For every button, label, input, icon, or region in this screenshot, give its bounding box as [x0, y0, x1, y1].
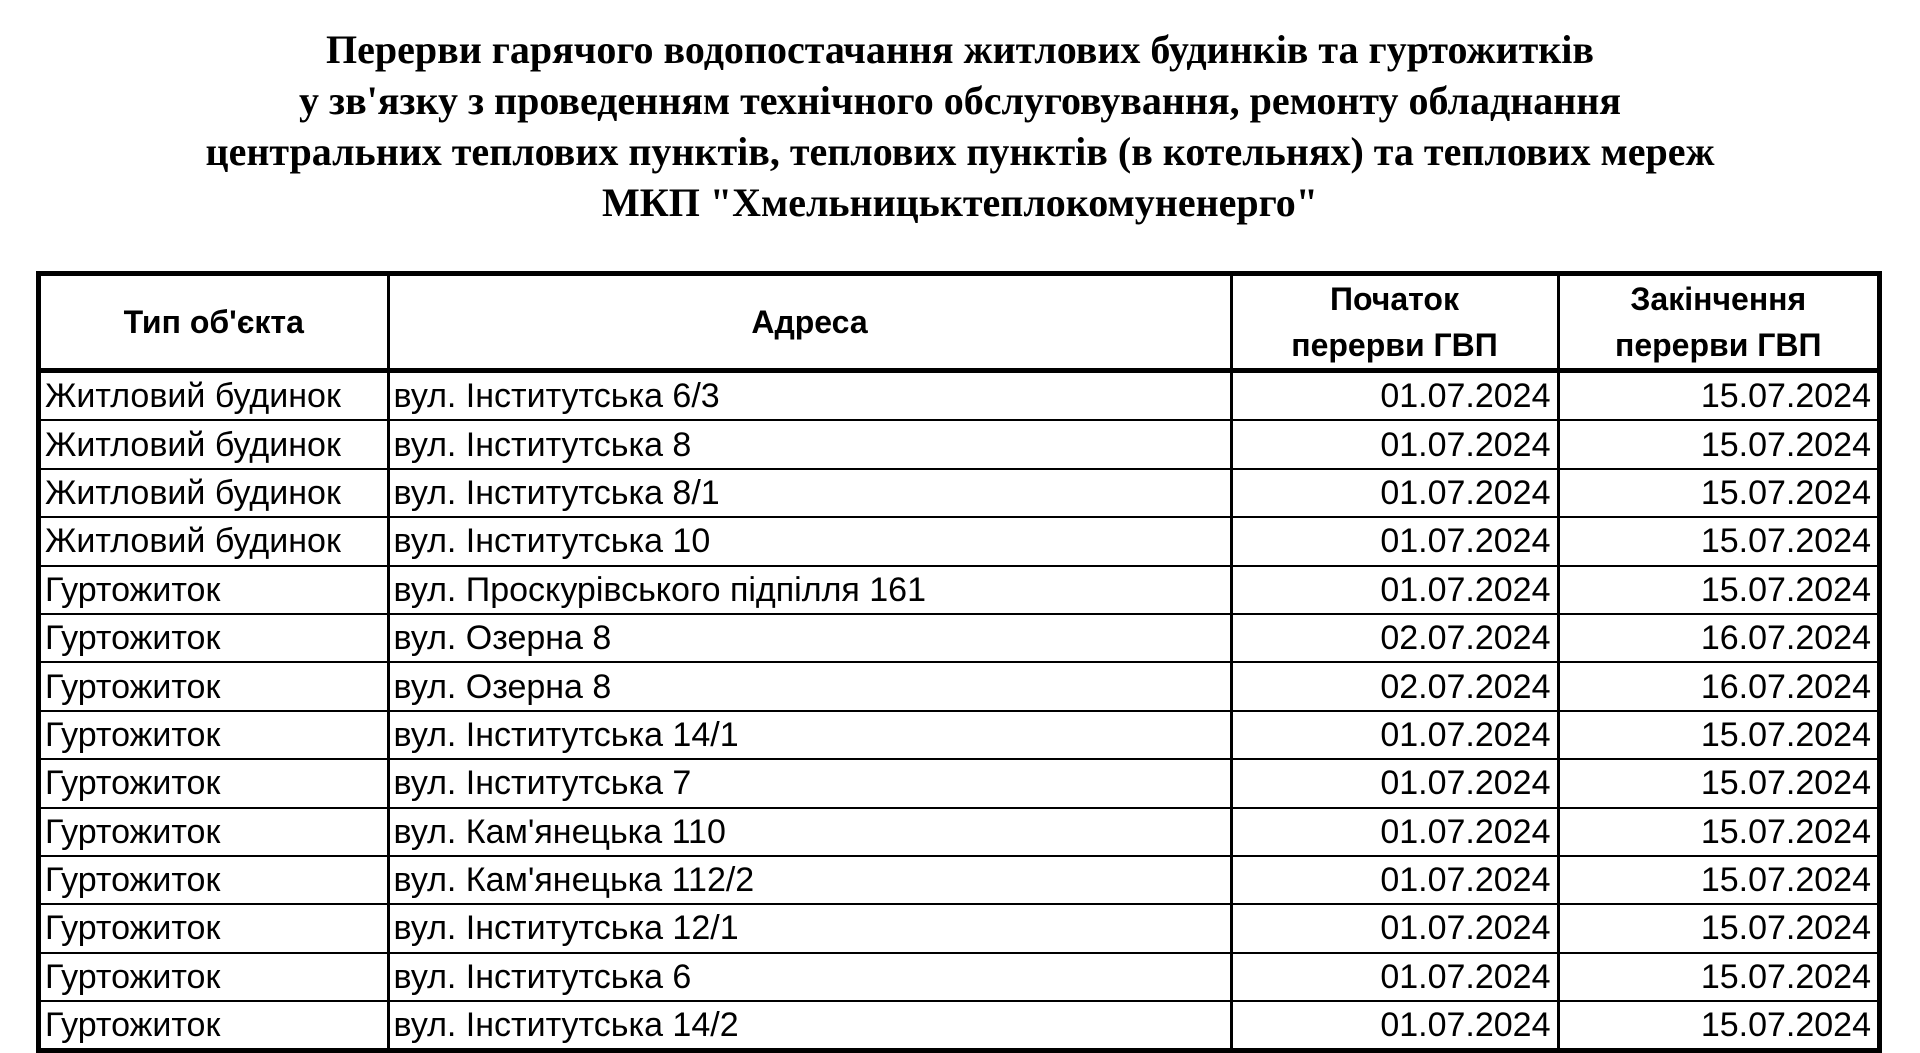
title-line: Перерви гарячого водопостачання житлових будинків та гуртожитків [325, 27, 1595, 72]
table-row [41, 856, 1877, 904]
cell-outage-end: 16.07.2024 [1558, 614, 1877, 662]
cell-outage-end: 15.07.2024 [1558, 566, 1877, 614]
header-text: Тип об'єкта [123, 304, 304, 340]
cell-outage-start: 01.07.2024 [1231, 808, 1558, 856]
cell-address: вул. Інститутська 8/1 [388, 469, 1231, 517]
header-outage-start [1231, 276, 1558, 371]
cell-outage-start: 01.07.2024 [1231, 904, 1558, 952]
cell-object-type: Гуртожиток [41, 711, 388, 759]
cell-outage-end: 15.07.2024 [1558, 1001, 1877, 1048]
table-body [41, 371, 1877, 1049]
cell-object-type: Житловий будинок [41, 469, 388, 517]
cell-outage-start: 01.07.2024 [1231, 711, 1558, 759]
table-row [41, 371, 1877, 421]
cell-outage-end: 15.07.2024 [1558, 420, 1877, 468]
header-outage-end [1558, 276, 1877, 371]
table-row [41, 420, 1877, 468]
table-row [41, 808, 1877, 856]
table-row [41, 904, 1877, 952]
cell-object-type: Гуртожиток [41, 953, 388, 1001]
table-row [41, 662, 1877, 710]
document-title [0, 24, 1920, 228]
cell-outage-end: 15.07.2024 [1558, 856, 1877, 904]
cell-outage-end: 16.07.2024 [1558, 662, 1877, 710]
cell-address: вул. Інститутська 14/2 [388, 1001, 1231, 1048]
cell-object-type: Житловий будинок [41, 517, 388, 565]
title-line: центральних теплових пунктів, теплових пунктів (в котельнях) та теплових мереж [205, 129, 1715, 174]
cell-outage-start: 01.07.2024 [1231, 856, 1558, 904]
cell-object-type: Житловий будинок [41, 371, 388, 421]
table-row [41, 614, 1877, 662]
cell-address: вул. Кам'янецька 110 [388, 808, 1231, 856]
cell-outage-start: 01.07.2024 [1231, 517, 1558, 565]
cell-outage-start: 01.07.2024 [1231, 420, 1558, 468]
cell-address: вул. Кам'янецька 112/2 [388, 856, 1231, 904]
cell-address: вул. Озерна 8 [388, 662, 1231, 710]
cell-object-type: Гуртожиток [41, 759, 388, 807]
cell-address: вул. Інститутська 7 [388, 759, 1231, 807]
cell-outage-end: 15.07.2024 [1558, 904, 1877, 952]
header-text: Адреса [751, 304, 868, 340]
cell-address: вул. Інститутська 12/1 [388, 904, 1231, 952]
cell-outage-start: 02.07.2024 [1231, 662, 1558, 710]
cell-outage-end: 15.07.2024 [1558, 711, 1877, 759]
table-row [41, 469, 1877, 517]
cell-outage-start: 01.07.2024 [1231, 1001, 1558, 1048]
cell-object-type: Гуртожиток [41, 566, 388, 614]
table-row [41, 517, 1877, 565]
title-line: у зв'язку з проведенням технічного обслуговування, ремонту обладнання [299, 78, 1621, 123]
table-row [41, 759, 1877, 807]
cell-object-type: Гуртожиток [41, 614, 388, 662]
cell-outage-start: 01.07.2024 [1231, 953, 1558, 1001]
header-text: перерви ГВП [1615, 327, 1822, 363]
cell-object-type: Гуртожиток [41, 904, 388, 952]
table-row [41, 566, 1877, 614]
cell-outage-start: 02.07.2024 [1231, 614, 1558, 662]
table-row [41, 711, 1877, 759]
table-header-row [41, 276, 1877, 371]
cell-address: вул. Озерна 8 [388, 614, 1231, 662]
cell-outage-end: 15.07.2024 [1558, 953, 1877, 1001]
header-object-type [41, 276, 388, 371]
cell-object-type: Гуртожиток [45, 1006, 221, 1045]
cell-address: вул. Інститутська 10 [388, 517, 1231, 565]
cell-outage-end: 15.07.2024 [1558, 371, 1877, 421]
outage-table-frame [36, 271, 1882, 1053]
cell-object-type: Гуртожиток [41, 662, 388, 710]
cell-address: вул. Інститутська 8 [388, 420, 1231, 468]
cell-outage-end: 15.07.2024 [1558, 808, 1877, 856]
outage-table [41, 276, 1877, 1048]
cell-object-type: Гуртожиток [41, 808, 388, 856]
cell-address: вул. Інститутська 14/1 [388, 711, 1231, 759]
cell-outage-start: 01.07.2024 [1231, 469, 1558, 517]
header-text: перерви ГВП [1291, 327, 1498, 363]
cell-address: вул. Проскурівського підпілля 161 [388, 566, 1231, 614]
cell-object-type: Житловий будинок [41, 420, 388, 468]
table-row [41, 953, 1877, 1001]
cell-address: вул. Інститутська 6 [388, 953, 1231, 1001]
cell-outage-end: 15.07.2024 [1558, 759, 1877, 807]
cell-address: вул. Інститутська 6/3 [388, 371, 1231, 421]
cell-object-type: Гуртожиток [41, 856, 388, 904]
cell-outage-start: 01.07.2024 [1231, 566, 1558, 614]
title-line: МКП "Хмельницьктеплокомуненерго" [601, 180, 1318, 225]
header-text: Початок [1330, 281, 1459, 317]
cell-outage-end: 15.07.2024 [1558, 469, 1877, 517]
cell-outage-start: 01.07.2024 [1231, 371, 1558, 421]
cell-outage-end: 15.07.2024 [1558, 517, 1877, 565]
header-address [388, 276, 1231, 371]
table-row [41, 1001, 1877, 1048]
cell-outage-start: 01.07.2024 [1231, 759, 1558, 807]
header-text: Закінчення [1630, 281, 1807, 317]
